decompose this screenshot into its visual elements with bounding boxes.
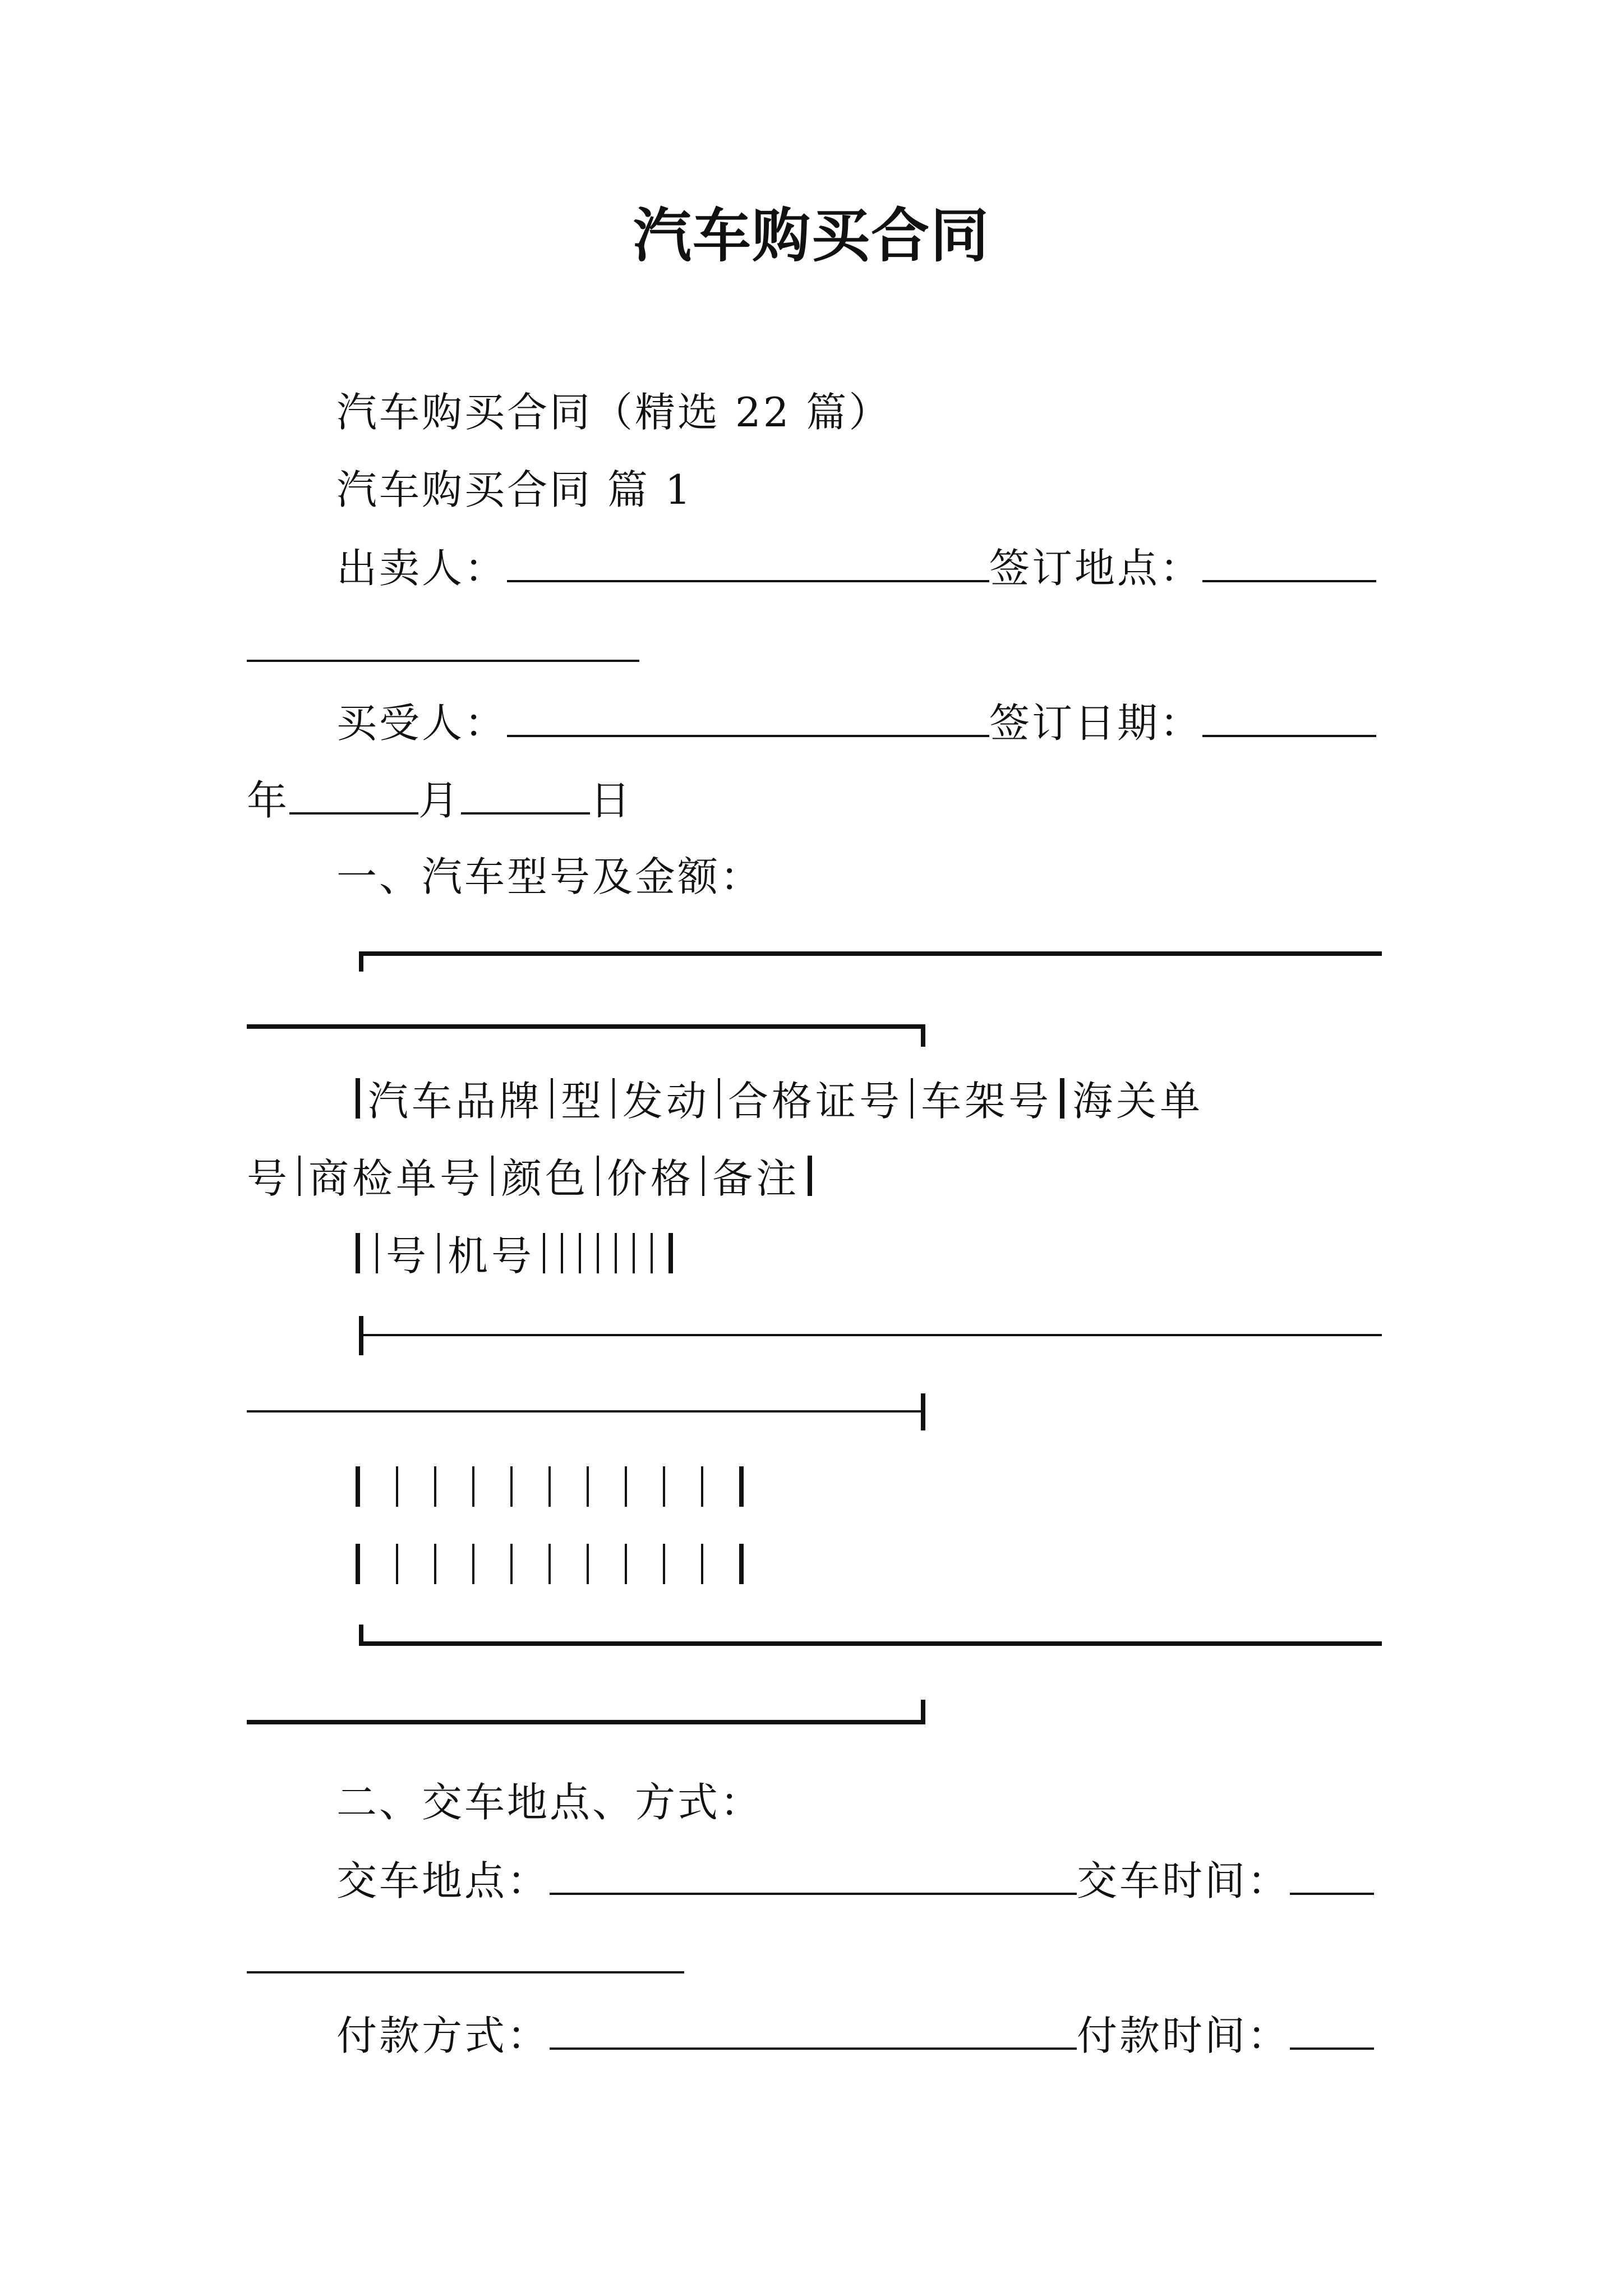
header-cell-price: 价格 — [607, 1155, 695, 1202]
sign-place-blank-continued[interactable] — [247, 660, 639, 662]
delivery-time-label: 交车时间： — [1077, 1857, 1290, 1904]
sign-date-label: 签订日期： — [989, 700, 1203, 747]
section-heading: 汽车购买合同 篇 1 — [336, 466, 693, 513]
header-cell-engine-cont: 机号 — [448, 1232, 536, 1280]
table-middle-border-continued — [247, 1410, 924, 1412]
buyer-label: 买受人： — [336, 700, 508, 747]
table-middle-border — [359, 1334, 1382, 1336]
header-cell-model-cont: 号 — [386, 1232, 430, 1280]
header-cell-color: 颜色 — [501, 1155, 589, 1202]
header-cell-customs: 海关单 — [1072, 1078, 1204, 1125]
seller-label: 出卖人： — [336, 545, 508, 592]
month-blank[interactable] — [289, 769, 418, 815]
year-label: 年 — [247, 777, 290, 824]
table-header-row-2 — [247, 1148, 820, 1209]
date-line — [247, 769, 633, 831]
delivery-time-blank-continued[interactable] — [247, 1971, 684, 1973]
header-cell-remarks: 备注 — [712, 1155, 800, 1202]
table-header-row-1 — [348, 1070, 1204, 1132]
table-header-row-3 — [348, 1225, 681, 1287]
sign-place-label: 签订地点： — [989, 545, 1203, 592]
document-title: 汽车购买合同 — [633, 201, 990, 270]
day-blank[interactable] — [461, 769, 590, 815]
header-cell-brand: 汽车品牌 — [368, 1078, 543, 1125]
table-top-border — [359, 951, 1382, 956]
payment-method-blank[interactable] — [550, 2004, 1077, 2050]
document-subtitle: 汽车购买合同（精选 22 篇） — [336, 389, 892, 436]
payment-time-blank[interactable] — [1290, 2004, 1374, 2050]
delivery-line — [336, 1849, 1374, 1912]
month-label: 月 — [418, 777, 462, 824]
sign-date-blank[interactable] — [1202, 691, 1376, 737]
sign-place-blank[interactable] — [1202, 536, 1376, 582]
header-cell-inspection: 商检单号 — [308, 1155, 484, 1202]
table-top-border-continued — [247, 1024, 924, 1029]
header-cell-model: 型 — [561, 1078, 605, 1125]
payment-time-label: 付款时间： — [1077, 2012, 1290, 2059]
table-data-row-1 — [348, 1458, 751, 1520]
seller-blank[interactable] — [507, 536, 989, 582]
buyer-line — [336, 691, 1376, 754]
header-cell-customs-cont: 号 — [247, 1155, 291, 1202]
seller-line — [336, 536, 1376, 599]
payment-line — [336, 2004, 1374, 2067]
payment-method-label: 付款方式： — [336, 2012, 550, 2059]
header-cell-frame: 车架号 — [921, 1078, 1053, 1125]
buyer-blank[interactable] — [507, 691, 989, 737]
table-data-row-2 — [348, 1536, 751, 1598]
delivery-place-blank[interactable] — [550, 1849, 1077, 1895]
item1-heading: 一、汽车型号及金额： — [336, 853, 763, 900]
item2-heading: 二、交车地点、方式： — [336, 1779, 763, 1826]
header-cell-engine: 发动 — [623, 1078, 711, 1125]
delivery-time-blank[interactable] — [1290, 1849, 1374, 1895]
delivery-place-label: 交车地点： — [336, 1857, 550, 1904]
table-bottom-border-continued — [247, 1720, 924, 1724]
header-cell-certificate: 合格证号 — [728, 1078, 903, 1125]
day-label: 日 — [590, 777, 633, 824]
table-bottom-border — [359, 1641, 1382, 1646]
